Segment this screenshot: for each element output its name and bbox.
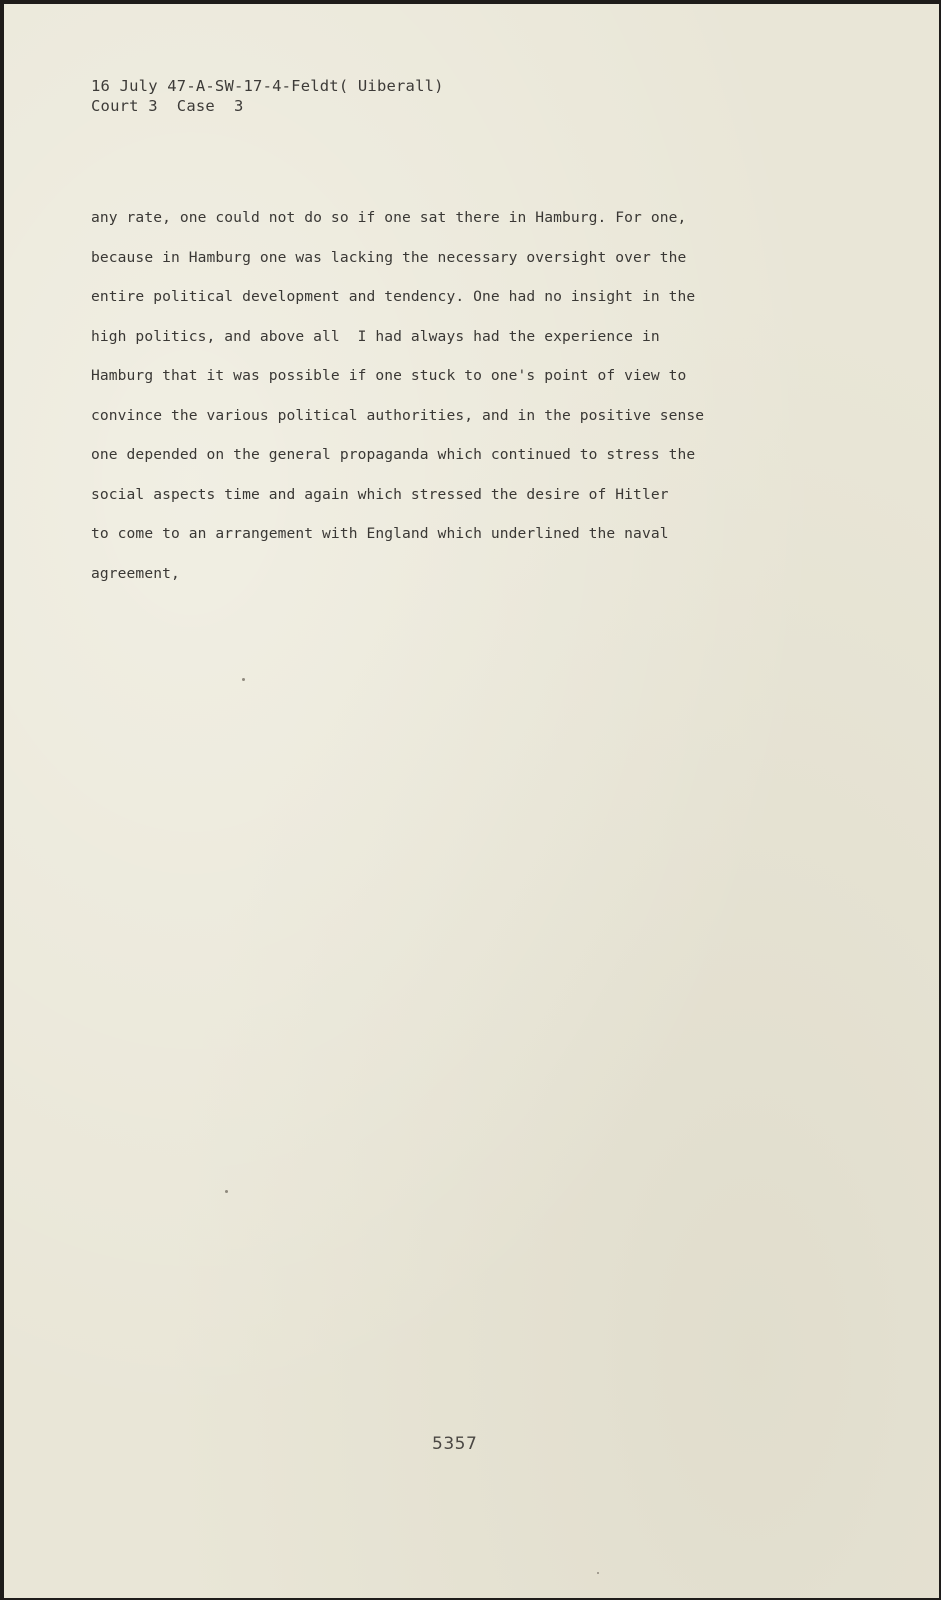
transcript-line: social aspects time and again which stressed the desire of Hitler [91, 485, 669, 503]
paper-speck [242, 678, 245, 681]
document-page [4, 4, 939, 1598]
document-header [91, 76, 444, 116]
header-court-case-line: Court 3 Case 3 [91, 97, 244, 115]
paper-speck [597, 1572, 599, 1574]
transcript-line: any rate, one could not do so if one sat there in Hamburg. For one, [91, 209, 687, 226]
header-reference-line: 16 July 47-A-SW-17-4-Feldt( Uiberall) [91, 77, 444, 95]
transcript-body [91, 198, 911, 593]
transcript-line: entire political development and tendency. One had no insight in the [91, 288, 696, 305]
transcript-line: because in Hamburg one was lacking the necessary oversight over the [91, 248, 687, 266]
transcript-line: agreement, [91, 564, 180, 582]
paper-speck [225, 1190, 228, 1193]
transcript-line: to come to an arrangement with England which underlined the naval [91, 525, 669, 542]
transcript-line: Hamburg that it was possible if one stuck to one's point of view to [91, 367, 687, 384]
page-number: 5357 [432, 1434, 478, 1454]
transcript-line: high politics, and above all I had always had the experience in [91, 327, 660, 345]
transcript-line: convince the various political authorities, and in the positive sense [91, 406, 705, 424]
transcript-line: one depended on the general propaganda which continued to stress the [91, 446, 696, 463]
